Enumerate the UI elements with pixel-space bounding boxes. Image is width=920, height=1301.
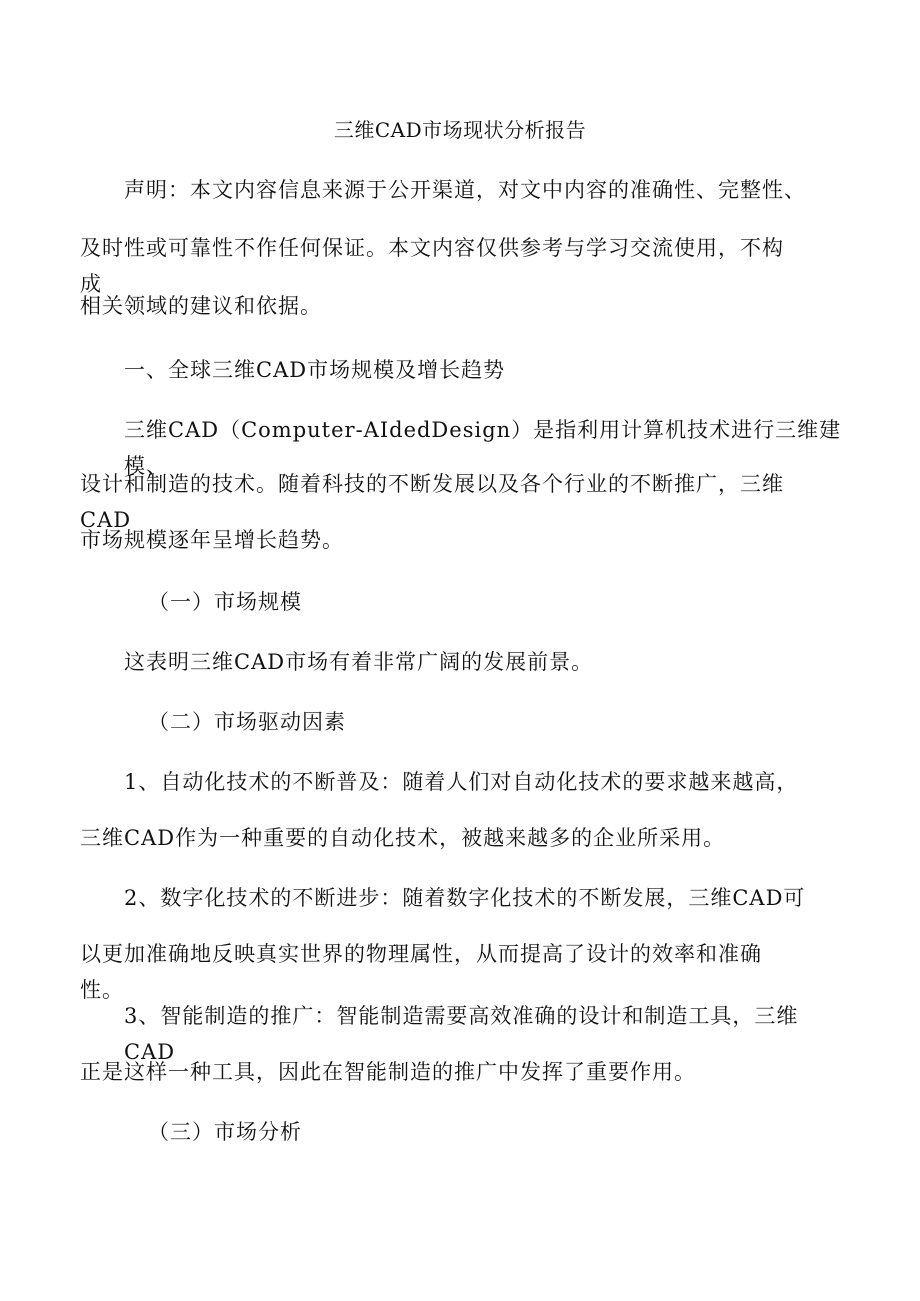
market-size-text: 这表明三维CAD市场有着非常广阔的发展前景。 [124,650,594,674]
driver-item-2-line-2: 以更加准确地反映真实世界的物理属性，从而提高了设计的效率和准确性。 [80,942,762,1002]
document-title: 三维CAD市场现状分析报告 [333,118,587,142]
subsection-heading-market-size: （一）市场规模 [148,590,302,614]
driver-item-2-line-1: 2、数字化技术的不断进步：随着数字化技术的不断发展，三维CAD可 [124,886,806,910]
driver-item-1-line-2: 三维CAD作为一种重要的自动化技术，被越来越多的企业所采用。 [80,826,726,850]
intro-line-3: 市场规模逐年呈增长趋势。 [80,528,344,552]
subsection-heading-analysis: （三）市场分析 [148,1120,302,1144]
subsection-heading-drivers: （二）市场驱动因素 [148,710,346,734]
intro-line-2: 设计和制造的技术。随着科技的不断发展以及各个行业的不断推广，三维CAD [80,472,784,532]
driver-item-1-line-1: 1、自动化技术的不断普及：随着人们对自动化技术的要求越来越高， [124,770,799,794]
intro-line-1: 三维CAD（Computer-AIdedDesign）是指利用计算机技术进行三维建模、 [124,418,842,478]
driver-item-3-line-1: 3、智能制造的推广：智能制造需要高效准确的设计和制造工具，三维CAD [124,1004,799,1064]
disclaimer-line-2: 及时性或可靠性不作任何保证。本文内容仅供参考与学习交流使用，不构成 [80,236,784,296]
section-heading: 一、全球三维CAD市场规模及增长趋势 [124,358,506,382]
driver-item-3-line-2: 正是这样一种工具，因此在智能制造的推广中发挥了重要作用。 [80,1060,696,1084]
disclaimer-line-1: 声明：本文内容信息来源于公开渠道，对文中内容的准确性、完整性、 [124,178,806,202]
disclaimer-line-3: 相关领域的建议和依据。 [80,294,322,318]
